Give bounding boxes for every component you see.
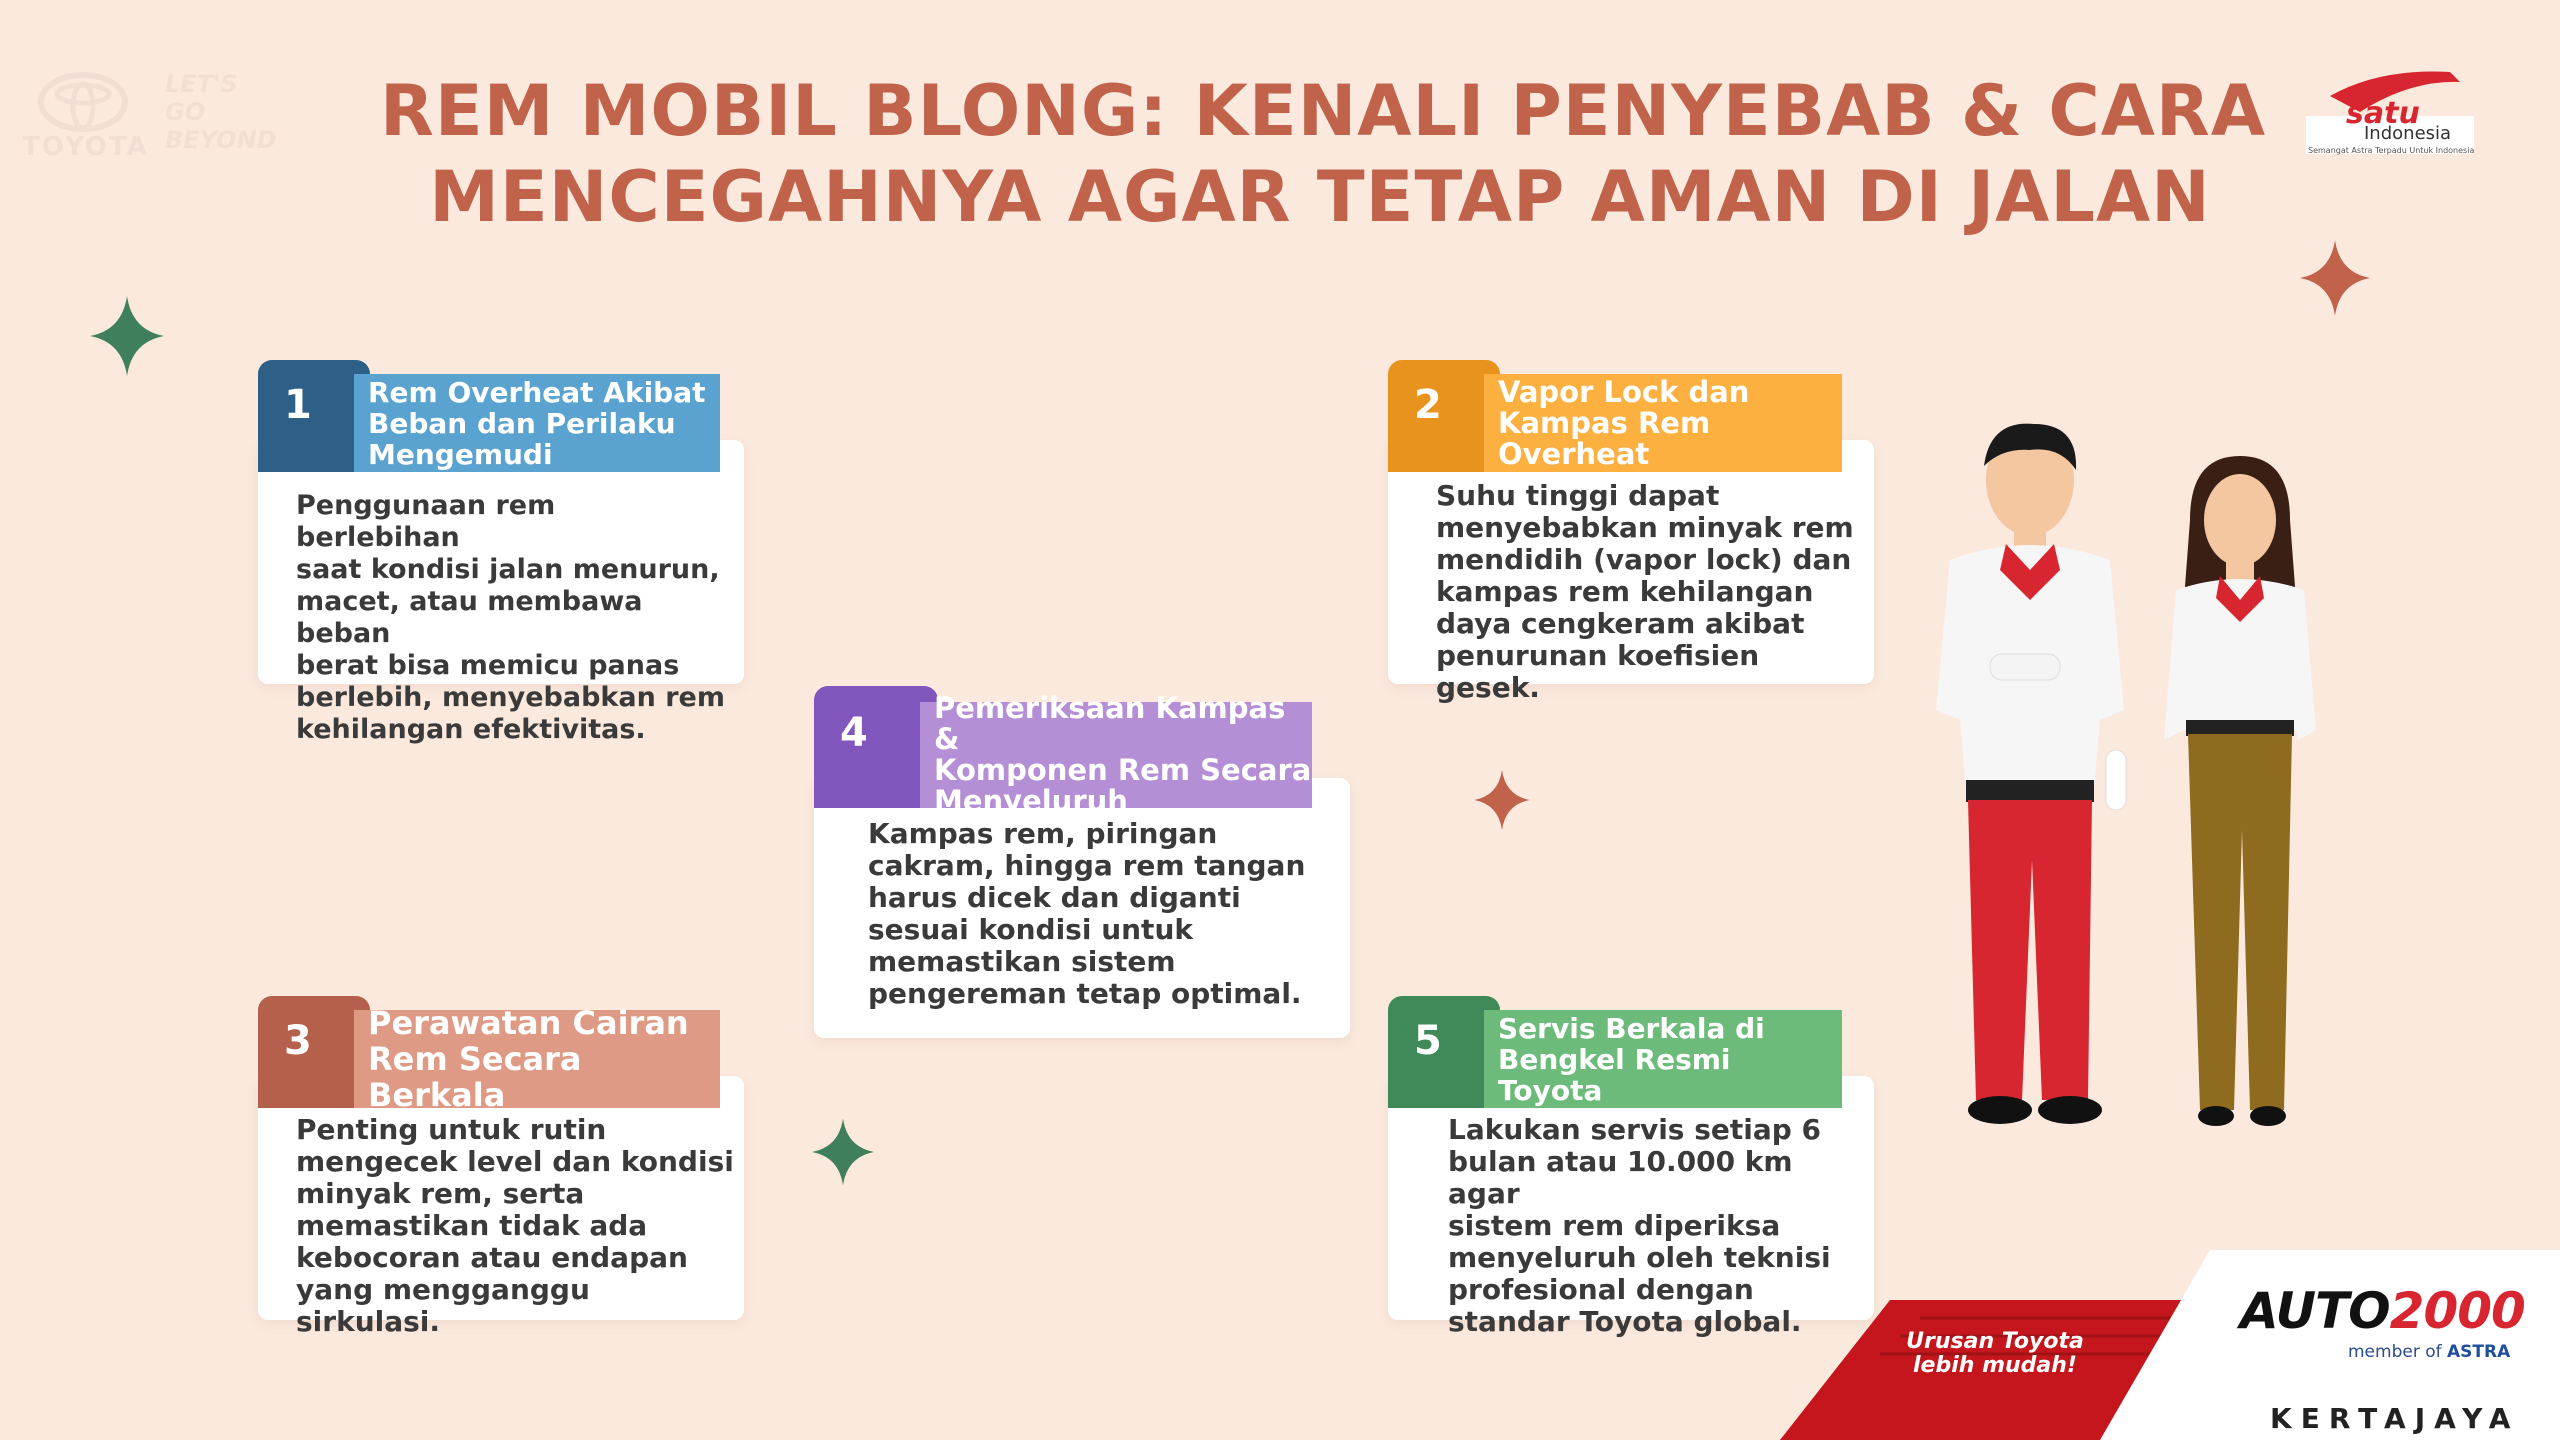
page-title (380, 68, 2267, 240)
sparkle-green-small-icon (812, 1118, 874, 1186)
toyota-logo-icon (38, 72, 128, 132)
card-heading: Vapor Lock dan Kampas Rem Overheat (1484, 374, 1842, 472)
sparkle-green-icon (90, 296, 164, 376)
card-heading: Perawatan Cairan Rem Secara Berkala (354, 1010, 720, 1108)
male-technician-illustration (1910, 420, 2150, 1130)
lets-go-beyond-tagline: LET'S GO BEYOND (165, 70, 277, 154)
title-line-1: REM MOBIL BLONG: KENALI PENYEBAB & CARA (380, 70, 2267, 152)
satu-indonesia-logo (2300, 66, 2480, 162)
auto2000-logo: AUTO2000 (2240, 1282, 2525, 1340)
card-body: Suhu tinggi dapat menyebabkan minyak rem mendidih (vapor lock) dan kampas rem kehilangan daya cengkeram akibat penurunan koefisien gesek. (1436, 479, 1854, 704)
sparkle-red-small-icon (1474, 770, 1530, 830)
card-body: Lakukan servis setiap 6 bulan atau 10.000 km agar sistem rem diperiksa menyeluruh oleh teknisi profesional dengan standar Toyota global. (1448, 1113, 1831, 1338)
card-number: 5 (1414, 1018, 1442, 1064)
card-number: 2 (1414, 382, 1442, 428)
card-body: Penggunaan rem berlebihan saat kondisi jalan menurun, macet, atau membawa beban berat bisa memicu panas berlebih, menyebabkan rem kehilangan efektivitas. (296, 490, 725, 745)
card-heading: Servis Berkala di Bengkel Resmi Toyota (1484, 1010, 1842, 1108)
urusan-toyota-slogan: Urusan Toyota lebih mudah! (1906, 1329, 2084, 1378)
card-body: Kampas rem, piringan cakram, hingga rem tangan harus dicek dan diganti sesuai kondisi untuk memastikan sistem pengereman tetap optimal. (868, 817, 1306, 1010)
toyota-wordmark: TOYOTA (22, 132, 149, 162)
title-line-2: MENCEGAHNYA AGAR TETAP AMAN DI JALAN (429, 156, 2211, 238)
sparkle-red-icon (2300, 240, 2370, 316)
satu-word: satu (2346, 96, 2420, 131)
card-number: 4 (840, 710, 868, 756)
card-number: 3 (284, 1018, 312, 1064)
satu-tagline: Semangat Astra Terpadu Untuk Indonesia (2308, 146, 2475, 155)
female-technician-illustration (2150, 450, 2330, 1130)
card-body: Penting untuk rutin mengecek level dan kondisi minyak rem, serta memastikan tidak ada kebocoran atau endapan yang mengganggu sirkulasi. (296, 1113, 734, 1338)
card-heading: Rem Overheat Akibat Beban dan Perilaku Mengemudi (354, 374, 720, 472)
indonesia-word: Indonesia (2364, 123, 2452, 144)
branch-name: KERTAJAYA (2270, 1402, 2520, 1435)
member-of-astra: member of ASTRA (2348, 1342, 2511, 1362)
card-number: 1 (284, 382, 312, 428)
card-heading: Pemeriksaan Kampas & Komponen Rem Secara Menyeluruh (920, 702, 1312, 808)
